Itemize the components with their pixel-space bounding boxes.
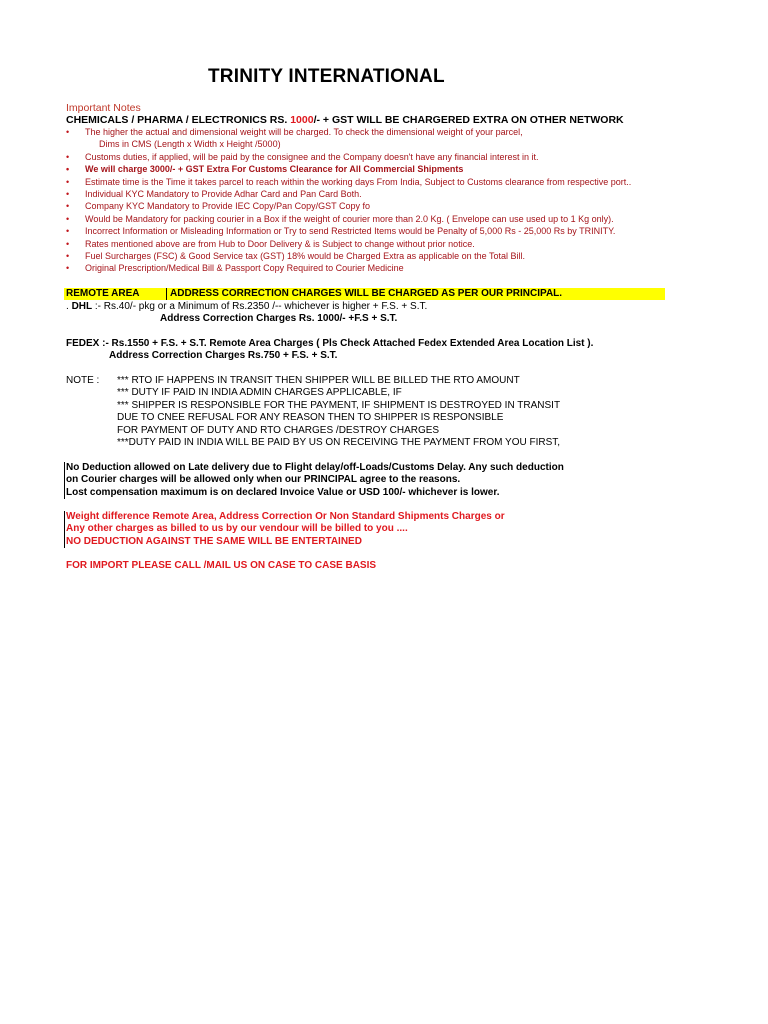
list-item: Dims in CMS (Length x Width x Height /5000): [99, 139, 281, 150]
list-item: ***DUTY PAID IN INDIA WILL BE PAID BY US ON RECEIVING THE PAYMENT FROM YOU FIRST,: [117, 437, 561, 449]
bullet-icon: •: [66, 226, 70, 237]
bullet-icon: •: [66, 151, 70, 162]
bullet-icon: •: [66, 176, 70, 187]
bullet-icon: •: [66, 201, 70, 212]
list-item: No Deduction allowed on Late delivery due to Flight delay/off-Loads/Customs Delay. Any such deduction: [66, 462, 564, 473]
dhl-charges-line: . DHL :- Rs.40/- pkg or a Minimum of Rs.2350 /-- whichever is higher + F.S. + S.T.: [66, 301, 428, 312]
weight-difference-block: [64, 511, 505, 548]
list-item: Any other charges as billed to us by our vendour will be billed to you ....: [66, 523, 408, 535]
bullet-icon: •: [66, 250, 70, 261]
deduction-block: [64, 462, 564, 499]
list-item: FOR PAYMENT OF DUTY AND RTO CHARGES /DESTROY CHARGES: [117, 424, 440, 436]
bullet-icon: •: [66, 188, 70, 199]
bullet-icon: •: [66, 263, 70, 274]
list-item: • Rates mentioned above are from Hub to Door Delivery & is Subject to change without prior notice.: [66, 238, 475, 249]
list-item: • Company KYC Mandatory to Provide IEC Copy/Pan Copy/GST Copy fo: [66, 201, 370, 212]
document-title: TRINITY INTERNATIONAL: [208, 66, 445, 87]
list-item: on Courier charges will be allowed only when our PRINCIPAL agree to the reasons.: [66, 474, 461, 486]
list-item: • Individual KYC Mandatory to Provide Adhar Card and Pan Card Both.: [66, 188, 362, 199]
chem-amount: 1000: [290, 114, 314, 126]
chem-prefix: CHEMICALS / PHARMA / ELECTRONICS RS.: [66, 114, 291, 126]
note-label: NOTE :: [66, 375, 100, 386]
bullet-icon: •: [66, 238, 70, 249]
list-item: • Estimate time is the Time it takes parcel to reach within the working days From India, Subject to Customs clearance from respective port..: [66, 176, 632, 187]
list-item: Weight difference Remote Area, Address Correction Or Non Standard Shipments Charges or: [66, 511, 505, 522]
list-item: • Fuel Surcharges (FSC) & Good Service tax (GST) 18% would be Charged Extra as applicable on the Total Bill.: [66, 250, 526, 261]
notes-bullet-list: [66, 126, 631, 275]
list-item: • Incorrect Information or Misleading Information or Try to send Restricted Items would be Penalty of 5,000 Rs - 25,000 Rs by TRINITY.: [66, 226, 616, 237]
fedex-address-correction: Address Correction Charges Rs.750 + F.S. + S.T.: [109, 350, 338, 361]
dhl-address-correction: Address Correction Charges Rs. 1000/- +F.S + S.T.: [160, 313, 398, 324]
list-item: • Customs duties, if applied, will be paid by the consignee and the Company doesn't have any financial interest in it.: [66, 151, 539, 162]
list-item: *** SHIPPER IS RESPONSIBLE FOR THE PAYMENT, IF SHIPMENT IS DESTROYED IN TRANSIT: [117, 399, 561, 411]
list-item: • Original Prescription/Medical Bill & Passport Copy Required to Courier Medicine: [66, 263, 404, 274]
chemicals-charge-line: [66, 114, 624, 126]
bullet-icon: •: [66, 164, 70, 175]
fedex-charges-line: FEDEX :- Rs.1550 + F.S. + S.T. Remote Area Charges ( Pls Check Attached Fedex Extended Area Location List ).: [66, 338, 594, 349]
important-notes-label: Important Notes: [66, 102, 141, 114]
list-item: • Would be Mandatory for packing courier in a Box if the weight of courier more than 2.0 Kg. ( Envelope can use used up to 1 Kg only).: [66, 213, 614, 224]
list-item: *** RTO IF HAPPENS IN TRANSIT THEN SHIPPER WILL BE BILLED THE RTO AMOUNT: [117, 375, 520, 386]
list-item: *** DUTY IF PAID IN INDIA ADMIN CHARGES APPLICABLE, IF: [117, 387, 402, 399]
list-item: • The higher the actual and dimensional weight will be charged. To check the dimensional weight of your parcel,: [66, 127, 523, 137]
dhl-name: DHL: [71, 301, 93, 312]
chem-suffix: /- + GST WILL BE CHARGERED EXTRA ON OTHER NETWORK: [313, 114, 624, 126]
list-item: DUE TO CNEE REFUSAL FOR ANY REASON THEN TO SHIPPER IS RESPONSIBLE: [117, 412, 504, 424]
import-note: FOR IMPORT PLEASE CALL /MAIL US ON CASE TO CASE BASIS: [66, 560, 377, 571]
remote-area-text: ADDRESS CORRECTION CHARGES WILL BE CHARGED AS PER OUR PRINCIPAL.: [166, 288, 562, 300]
note-lines: [117, 375, 560, 449]
remote-area-label: REMOTE AREA: [66, 288, 140, 299]
bullet-icon: •: [66, 213, 70, 224]
bullet-icon: •: [66, 127, 70, 137]
list-item: • We will charge 3000/- + GST Extra For Customs Clearance for All Commercial Shipments: [66, 164, 464, 175]
list-item: NO DEDUCTION AGAINST THE SAME WILL BE ENTERTAINED: [66, 535, 362, 547]
list-item: Lost compensation maximum is on declared Invoice Value or USD 100/- whichever is lower.: [66, 486, 500, 498]
